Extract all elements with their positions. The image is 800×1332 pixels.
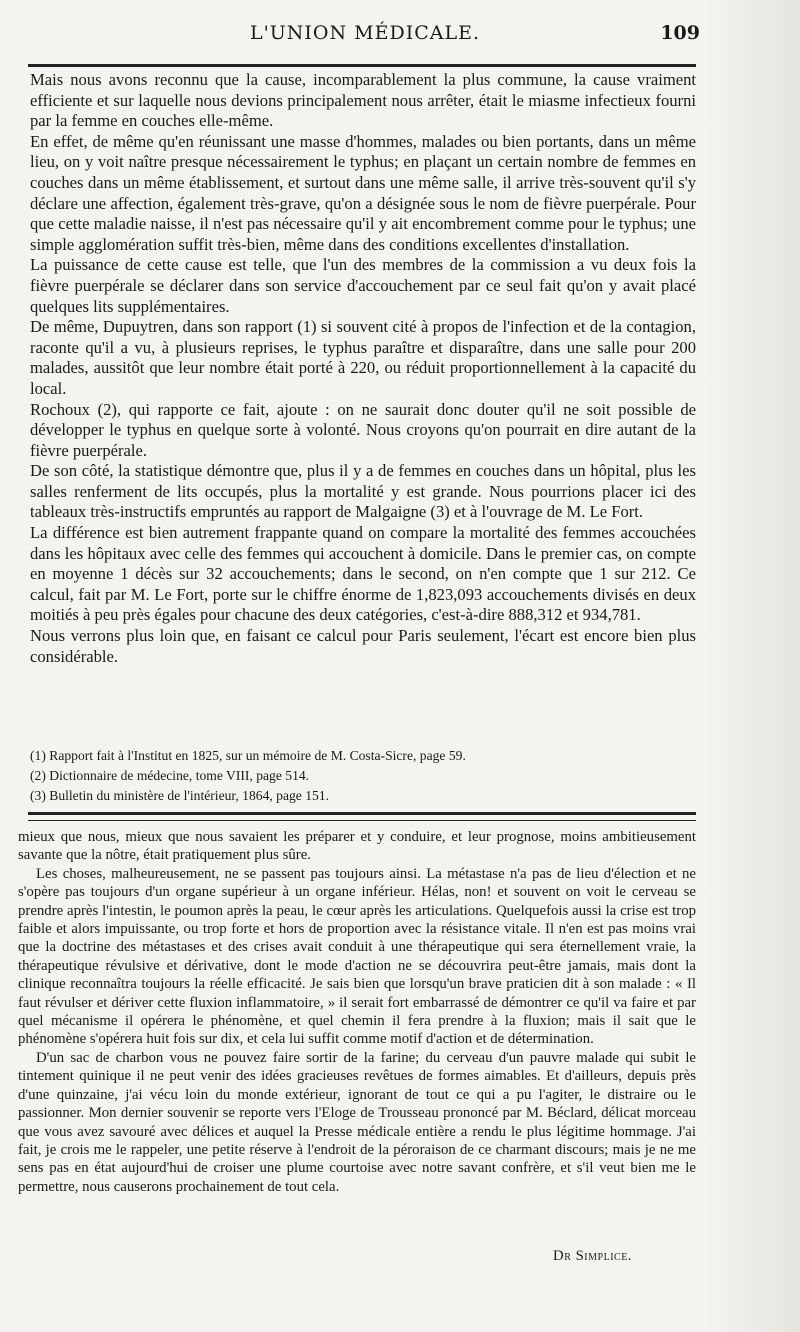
- feuilleton-paragraph: mieux que nous, mieux que nous savaient les préparer et y conduire, et leur prognose, moins ambitieusement savante que la nôtre, était pratiquement plus sûre.: [18, 829, 696, 864]
- article-paragraph: La différence est bien autrement frappante quand on compare la mortalité des femmes accouchées dans les hôpitaux avec celle des femmes qui accouchent à domicile. Dans le premier cas, on compte en moyenne 1 décès sur 32 accouchements; dans le second, on n'en compte que 1 sur 212. Ce calcul, fait par M. Le Fort, porte sur le chiffre énorme de 1,823,093 accouchements divisés en deux moitiés à peu près égales pour chacune des deux catégories, c'est-à-dire 888,312 et 934,781.: [30, 523, 696, 625]
- running-title: L'UNION MÉDICALE.: [249, 22, 481, 44]
- article-paragraph: En effet, de même qu'en réunissant une masse d'hommes, malades ou bien portants, dans un même lieu, on y voit naître presque nécessairement le typhus; en plaçant un certain nombre de femmes en couches dans un même établissement, et surtout dans une même salle, il arrive très-souvent qu'il s'y déclare une affection, également très-grave, qu'on a désignée sous le nom de fièvre puerpérale. Pour que cette maladie naisse, il n'est pas nécessaire qu'il y ait encombrement comme pour le typhus; une simple agglomération suffit très-bien, même dans des conditions excellentes d'installation.: [30, 131, 696, 254]
- article-paragraph: De même, Dupuytren, dans son rapport (1) si souvent cité à propos de l'infection et de la contagion, raconte qu'il a vu, à plusieurs reprises, le typhus paraître et disparaître, dans une salle pour 200 malades, aussitôt que leur nombre était porté à 220, ou réduit proportionnellement à la capacité du local.: [30, 317, 696, 398]
- feuilleton-body: [18, 828, 696, 1196]
- feuilleton-paragraph: D'un sac de charbon vous ne pouvez faire sortir de la farine; du cerveau d'un pauvre malade qui subit le tintement quinique il ne peut venir des idées gracieuses revêtues de formes aimables. Et d'ailleurs, depuis près d'une quinzaine, j'ai vécu loin du monde extérieur, ignorant de tout ce qui a pu l'agiter, le distraire ou le passionner. Mon dernier souvenir se reporte vers l'Eloge de Trousseau prononcé par M. Béclard, délicat morceau que vous avez savouré avec délices et auquel la Presse médicale entière a rendu le plus légitime hommage. J'ai fait, je crois me le rappeler, une petite réserve à l'endroit de la péroraison de ce charmant discours; mais je ne me sens pas en état aujourd'hui de croiser une plume courtoise avec notre savant confrère, et s'il veut bien me le permettre, nous causerons prochainement de tout cela.: [18, 1049, 696, 1195]
- signature: Dr Simplice.: [553, 1248, 632, 1264]
- article-paragraph: Mais nous avons reconnu que la cause, incomparablement la plus commune, la cause vraiment efficiente et sur laquelle nous devions principalement nous arrêter, était le miasme infectieux fourni par la femme en couches elle-même.: [30, 70, 696, 131]
- article-paragraph: De son côté, la statistique démontre que, plus il y a de femmes en couches dans un hôpital, plus les salles renferment de lits occupés, plus la mortalité y est grande. Nous pourrions placer ici des tableaux très-instructifs empruntés au rapport de Malgaigne (3) et à l'ouvrage de M. Le Fort.: [30, 461, 696, 522]
- footnote-1: (1) Rapport fait à l'Institut en 1825, sur un mémoire de M. Costa-Sicre, page 59.: [30, 748, 466, 763]
- footnote-2: (2) Dictionnaire de médecine, tome VIII, page 514.: [30, 768, 310, 783]
- page-header: [30, 22, 700, 52]
- article-paragraph: Nous verrons plus loin que, en faisant ce calcul pour Paris seulement, l'écart est encore bien plus considérable.: [30, 626, 696, 666]
- header-rule: [28, 64, 696, 67]
- feuilleton-rule-thin: [28, 820, 696, 821]
- page-edge-shadow: [704, 0, 800, 1332]
- footnotes: [30, 746, 696, 806]
- article-paragraph: Rochoux (2), qui rapporte ce fait, ajoute : on ne saurait donc douter qu'il ne soit possible de développer le typhus en quelque sorte à volonté. Nous croyons qu'on pourrait en dire autant de la fièvre puerpérale.: [30, 399, 696, 460]
- article-paragraph: La puissance de cette cause est telle, que l'un des membres de la commission a vu deux fois la fièvre puerpérale se déclarer dans son service d'accouchement par ce seul fait qu'on y avait placé quelques lits supplémentaires.: [30, 255, 696, 316]
- article-body: [30, 70, 696, 667]
- page-number: 109: [660, 22, 700, 44]
- feuilleton-paragraph: Les choses, malheureusement, ne se passent pas toujours ainsi. La métastase n'a pas de lieu d'élection et ne s'opère pas toujours d'un organe supérieur à un organe inférieur. Hélas, non! et souvent on voit le cerveau se prendre après l'intestin, le poumon après la peau, le cœur après les articulations. Quelquefois aussi la crise est trop faible et alors impuissante, ou trop forte et hors de proportion avec la résistance vitale. Il n'en est pas moins vrai que la doctrine des métastases et des crises avait conduit à une thérapeutique qui sera éternellement vraie, la thérapeutique révulsive et dérivative, dont le mode d'action ne se découvrira peut-être jamais, mais dont la clinique reconnaîtra toujours la réelle efficacité. Je sais bien que lorsqu'un brave praticien dit à son malade : « Il faut révulser et dériver cette fluxion inflammatoire, » il serait fort embarrassé de démontrer ce qu'il va faire et par quel mécanisme il opérera le phénomène, et quel chemin il fera prendre à la fluxion; mais il sait que le phénomène s'opérera huit fois sur dix, et cela lui suffit comme motif d'action et de détermination.: [18, 865, 696, 1048]
- feuilleton-rule-thick: [28, 812, 696, 815]
- footnote-3: (3) Bulletin du ministère de l'intérieur, 1864, page 151.: [30, 788, 330, 803]
